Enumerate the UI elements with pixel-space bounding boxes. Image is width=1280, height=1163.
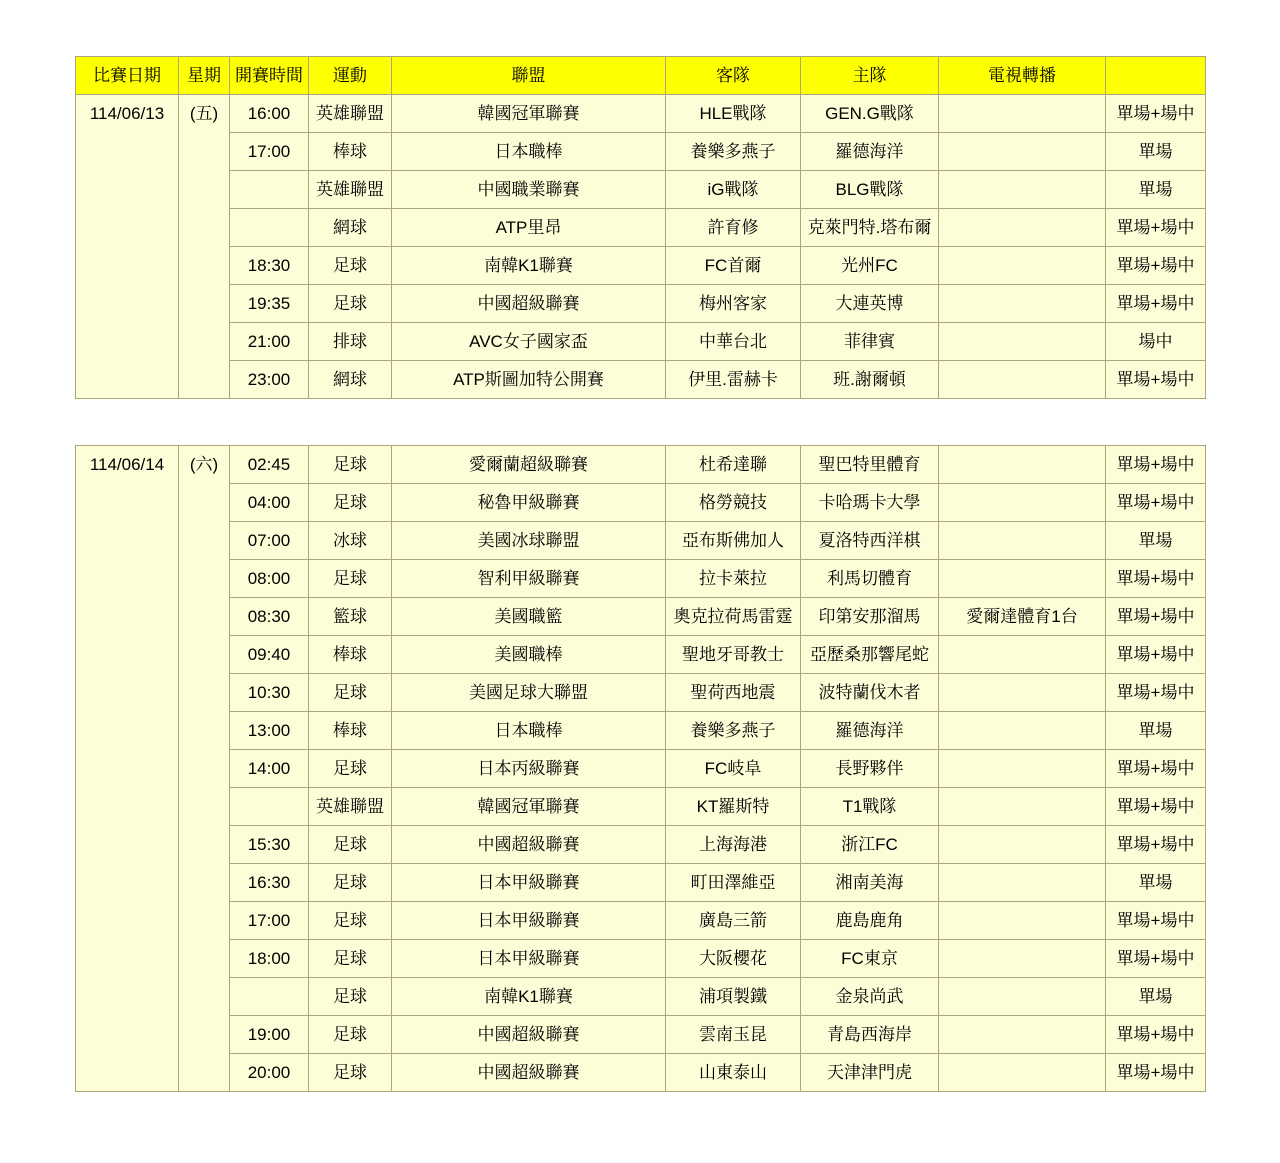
away-team: 許育修 xyxy=(666,209,801,247)
league-name: 南韓K1聯賽 xyxy=(392,978,666,1016)
table-row xyxy=(76,674,1206,712)
tv-broadcast xyxy=(939,323,1106,361)
sport-type: 英雄聯盟 xyxy=(309,95,392,133)
home-team: 菲律賓 xyxy=(801,323,939,361)
match-time: 15:30 xyxy=(230,826,309,864)
tv-broadcast: 愛爾達體育1台 xyxy=(939,598,1106,636)
match-time: 16:30 xyxy=(230,864,309,902)
bet-type: 單場 xyxy=(1106,133,1206,171)
sport-type: 足球 xyxy=(309,674,392,712)
table-row xyxy=(76,864,1206,902)
away-team: 奧克拉荷馬雷霆 xyxy=(666,598,801,636)
bet-type: 單場 xyxy=(1106,978,1206,1016)
home-team: BLG戰隊 xyxy=(801,171,939,209)
league-name: 韓國冠軍聯賽 xyxy=(392,788,666,826)
match-time: 16:00 xyxy=(230,95,309,133)
league-name: 美國冰球聯盟 xyxy=(392,522,666,560)
league-name: ATP斯圖加特公開賽 xyxy=(392,361,666,399)
table-row xyxy=(76,1016,1206,1054)
match-time xyxy=(230,788,309,826)
match-weekday: (五) xyxy=(179,95,230,399)
bet-type: 單場+場中 xyxy=(1106,1054,1206,1092)
match-time: 14:00 xyxy=(230,750,309,788)
table-row xyxy=(76,95,1206,133)
match-time: 18:00 xyxy=(230,940,309,978)
home-team: 浙江FC xyxy=(801,826,939,864)
match-time: 20:00 xyxy=(230,1054,309,1092)
league-name: 中國超級聯賽 xyxy=(392,285,666,323)
home-team: T1戰隊 xyxy=(801,788,939,826)
away-team: 町田澤維亞 xyxy=(666,864,801,902)
away-team: 養樂多燕子 xyxy=(666,712,801,750)
away-team: 養樂多燕子 xyxy=(666,133,801,171)
table-row xyxy=(76,323,1206,361)
table-row xyxy=(76,285,1206,323)
match-time: 04:00 xyxy=(230,484,309,522)
sport-type: 棒球 xyxy=(309,133,392,171)
away-team: 杜希達聯 xyxy=(666,446,801,484)
bet-type: 單場+場中 xyxy=(1106,560,1206,598)
sport-type: 足球 xyxy=(309,902,392,940)
home-team: 長野夥伴 xyxy=(801,750,939,788)
table-row xyxy=(76,598,1206,636)
league-name: 南韓K1聯賽 xyxy=(392,247,666,285)
bet-type: 場中 xyxy=(1106,323,1206,361)
away-team: 山東泰山 xyxy=(666,1054,801,1092)
match-time: 17:00 xyxy=(230,902,309,940)
league-name: 中國職業聯賽 xyxy=(392,171,666,209)
table-row xyxy=(76,788,1206,826)
bet-type: 單場+場中 xyxy=(1106,826,1206,864)
match-weekday: (六) xyxy=(179,446,230,1092)
match-time: 08:30 xyxy=(230,598,309,636)
away-team: 雲南玉昆 xyxy=(666,1016,801,1054)
home-team: 卡哈瑪卡大學 xyxy=(801,484,939,522)
bet-type: 單場+場中 xyxy=(1106,209,1206,247)
table-row xyxy=(76,750,1206,788)
sport-type: 棒球 xyxy=(309,636,392,674)
match-time: 17:00 xyxy=(230,133,309,171)
table-row xyxy=(76,940,1206,978)
home-team: 青島西海岸 xyxy=(801,1016,939,1054)
home-team: 光州FC xyxy=(801,247,939,285)
league-name: 日本職棒 xyxy=(392,133,666,171)
tv-broadcast xyxy=(939,902,1106,940)
home-team: 聖巴特里體育 xyxy=(801,446,939,484)
column-header-0: 比賽日期 xyxy=(76,57,179,95)
away-team: 大阪櫻花 xyxy=(666,940,801,978)
sport-type: 足球 xyxy=(309,826,392,864)
bet-type: 單場 xyxy=(1106,864,1206,902)
sport-type: 排球 xyxy=(309,323,392,361)
sport-type: 足球 xyxy=(309,864,392,902)
tv-broadcast xyxy=(939,133,1106,171)
table-row xyxy=(76,712,1206,750)
tv-broadcast xyxy=(939,484,1106,522)
table-row xyxy=(76,560,1206,598)
sport-type: 冰球 xyxy=(309,522,392,560)
tv-broadcast xyxy=(939,826,1106,864)
match-date: 114/06/14 xyxy=(76,446,179,1092)
league-name: 美國職棒 xyxy=(392,636,666,674)
bet-type: 單場 xyxy=(1106,522,1206,560)
away-team: FC岐阜 xyxy=(666,750,801,788)
table-row xyxy=(76,522,1206,560)
league-name: AVC女子國家盃 xyxy=(392,323,666,361)
tv-broadcast xyxy=(939,940,1106,978)
league-name: 美國職籃 xyxy=(392,598,666,636)
bet-type: 單場+場中 xyxy=(1106,788,1206,826)
tv-broadcast xyxy=(939,674,1106,712)
schedule-table-day2 xyxy=(75,445,1206,1092)
away-team: 拉卡萊拉 xyxy=(666,560,801,598)
schedule-table-day1 xyxy=(75,56,1206,399)
tv-broadcast xyxy=(939,285,1106,323)
sport-type: 足球 xyxy=(309,247,392,285)
tv-broadcast xyxy=(939,522,1106,560)
home-team: 大連英博 xyxy=(801,285,939,323)
home-team: 克萊門特.塔布爾 xyxy=(801,209,939,247)
tv-broadcast xyxy=(939,247,1106,285)
column-header-8 xyxy=(1106,57,1206,95)
sport-type: 足球 xyxy=(309,560,392,598)
tv-broadcast xyxy=(939,978,1106,1016)
league-name: 日本甲級聯賽 xyxy=(392,902,666,940)
tv-broadcast xyxy=(939,636,1106,674)
match-time: 02:45 xyxy=(230,446,309,484)
tv-broadcast xyxy=(939,712,1106,750)
away-team: 浦項製鐵 xyxy=(666,978,801,1016)
league-name: 愛爾蘭超級聯賽 xyxy=(392,446,666,484)
match-date: 114/06/13 xyxy=(76,95,179,399)
away-team: 伊里.雷赫卡 xyxy=(666,361,801,399)
bet-type: 單場 xyxy=(1106,171,1206,209)
tv-broadcast xyxy=(939,1016,1106,1054)
column-header-5: 客隊 xyxy=(666,57,801,95)
match-time xyxy=(230,171,309,209)
league-name: 日本職棒 xyxy=(392,712,666,750)
match-time xyxy=(230,209,309,247)
away-team: FC首爾 xyxy=(666,247,801,285)
home-team: 波特蘭伐木者 xyxy=(801,674,939,712)
league-name: 秘魯甲級聯賽 xyxy=(392,484,666,522)
away-team: 聖荷西地震 xyxy=(666,674,801,712)
bet-type: 單場+場中 xyxy=(1106,902,1206,940)
tv-broadcast xyxy=(939,1054,1106,1092)
league-name: 日本甲級聯賽 xyxy=(392,864,666,902)
sport-type: 足球 xyxy=(309,484,392,522)
match-time: 08:00 xyxy=(230,560,309,598)
tv-broadcast xyxy=(939,95,1106,133)
home-team: GEN.G戰隊 xyxy=(801,95,939,133)
column-header-2: 開賽時間 xyxy=(230,57,309,95)
bet-type: 單場+場中 xyxy=(1106,247,1206,285)
tv-broadcast xyxy=(939,864,1106,902)
table-row xyxy=(76,247,1206,285)
bet-type: 單場+場中 xyxy=(1106,1016,1206,1054)
home-team: 夏洛特西洋棋 xyxy=(801,522,939,560)
column-header-7: 電視轉播 xyxy=(939,57,1106,95)
sport-type: 足球 xyxy=(309,446,392,484)
match-time: 13:00 xyxy=(230,712,309,750)
tv-broadcast xyxy=(939,560,1106,598)
sport-type: 籃球 xyxy=(309,598,392,636)
home-team: 鹿島鹿角 xyxy=(801,902,939,940)
table-row xyxy=(76,171,1206,209)
bet-type: 單場+場中 xyxy=(1106,674,1206,712)
sport-type: 英雄聯盟 xyxy=(309,171,392,209)
match-time: 19:00 xyxy=(230,1016,309,1054)
sport-type: 棒球 xyxy=(309,712,392,750)
table-row xyxy=(76,902,1206,940)
home-team: 班.謝爾頓 xyxy=(801,361,939,399)
bet-type: 單場+場中 xyxy=(1106,636,1206,674)
league-name: 中國超級聯賽 xyxy=(392,826,666,864)
table-row xyxy=(76,484,1206,522)
sport-type: 足球 xyxy=(309,1016,392,1054)
bet-type: 單場+場中 xyxy=(1106,361,1206,399)
tv-broadcast xyxy=(939,788,1106,826)
match-time: 07:00 xyxy=(230,522,309,560)
away-team: 中華台北 xyxy=(666,323,801,361)
away-team: 上海海港 xyxy=(666,826,801,864)
away-team: iG戰隊 xyxy=(666,171,801,209)
bet-type: 單場+場中 xyxy=(1106,598,1206,636)
table-row xyxy=(76,446,1206,484)
league-name: 韓國冠軍聯賽 xyxy=(392,95,666,133)
sport-type: 足球 xyxy=(309,1054,392,1092)
bet-type: 單場+場中 xyxy=(1106,750,1206,788)
bet-type: 單場+場中 xyxy=(1106,446,1206,484)
table-gap xyxy=(75,399,1205,445)
bet-type: 單場+場中 xyxy=(1106,940,1206,978)
league-name: ATP里昂 xyxy=(392,209,666,247)
sport-type: 足球 xyxy=(309,978,392,1016)
away-team: 聖地牙哥教士 xyxy=(666,636,801,674)
league-name: 智利甲級聯賽 xyxy=(392,560,666,598)
table-row xyxy=(76,978,1206,1016)
home-team: 亞歷桑那響尾蛇 xyxy=(801,636,939,674)
match-time: 10:30 xyxy=(230,674,309,712)
match-time: 23:00 xyxy=(230,361,309,399)
table-header-row xyxy=(76,57,1206,95)
league-name: 中國超級聯賽 xyxy=(392,1016,666,1054)
tv-broadcast xyxy=(939,171,1106,209)
tv-broadcast xyxy=(939,209,1106,247)
home-team: 羅德海洋 xyxy=(801,712,939,750)
table-row xyxy=(76,133,1206,171)
home-team: FC東京 xyxy=(801,940,939,978)
home-team: 印第安那溜馬 xyxy=(801,598,939,636)
league-name: 中國超級聯賽 xyxy=(392,1054,666,1092)
sport-type: 網球 xyxy=(309,209,392,247)
away-team: 梅州客家 xyxy=(666,285,801,323)
match-time: 18:30 xyxy=(230,247,309,285)
table-row xyxy=(76,209,1206,247)
away-team: HLE戰隊 xyxy=(666,95,801,133)
away-team: 亞布斯佛加人 xyxy=(666,522,801,560)
table-row xyxy=(76,1054,1206,1092)
column-header-6: 主隊 xyxy=(801,57,939,95)
column-header-1: 星期 xyxy=(179,57,230,95)
home-team: 羅德海洋 xyxy=(801,133,939,171)
sport-type: 足球 xyxy=(309,750,392,788)
bet-type: 單場+場中 xyxy=(1106,95,1206,133)
league-name: 美國足球大聯盟 xyxy=(392,674,666,712)
match-time: 19:35 xyxy=(230,285,309,323)
sport-type: 網球 xyxy=(309,361,392,399)
league-name: 日本丙級聯賽 xyxy=(392,750,666,788)
sport-type: 英雄聯盟 xyxy=(309,788,392,826)
away-team: KT羅斯特 xyxy=(666,788,801,826)
bet-type: 單場+場中 xyxy=(1106,484,1206,522)
tv-broadcast xyxy=(939,361,1106,399)
home-team: 利馬切體育 xyxy=(801,560,939,598)
league-name: 日本甲級聯賽 xyxy=(392,940,666,978)
match-time: 09:40 xyxy=(230,636,309,674)
table-row xyxy=(76,361,1206,399)
home-team: 天津津門虎 xyxy=(801,1054,939,1092)
bet-type: 單場 xyxy=(1106,712,1206,750)
tv-broadcast xyxy=(939,446,1106,484)
away-team: 廣島三箭 xyxy=(666,902,801,940)
bet-type: 單場+場中 xyxy=(1106,285,1206,323)
table-row xyxy=(76,636,1206,674)
away-team: 格勞競技 xyxy=(666,484,801,522)
sport-type: 足球 xyxy=(309,285,392,323)
sport-type: 足球 xyxy=(309,940,392,978)
home-team: 金泉尚武 xyxy=(801,978,939,1016)
tv-broadcast xyxy=(939,750,1106,788)
match-time: 21:00 xyxy=(230,323,309,361)
column-header-4: 聯盟 xyxy=(392,57,666,95)
home-team: 湘南美海 xyxy=(801,864,939,902)
column-header-3: 運動 xyxy=(309,57,392,95)
table-row xyxy=(76,826,1206,864)
match-time xyxy=(230,978,309,1016)
